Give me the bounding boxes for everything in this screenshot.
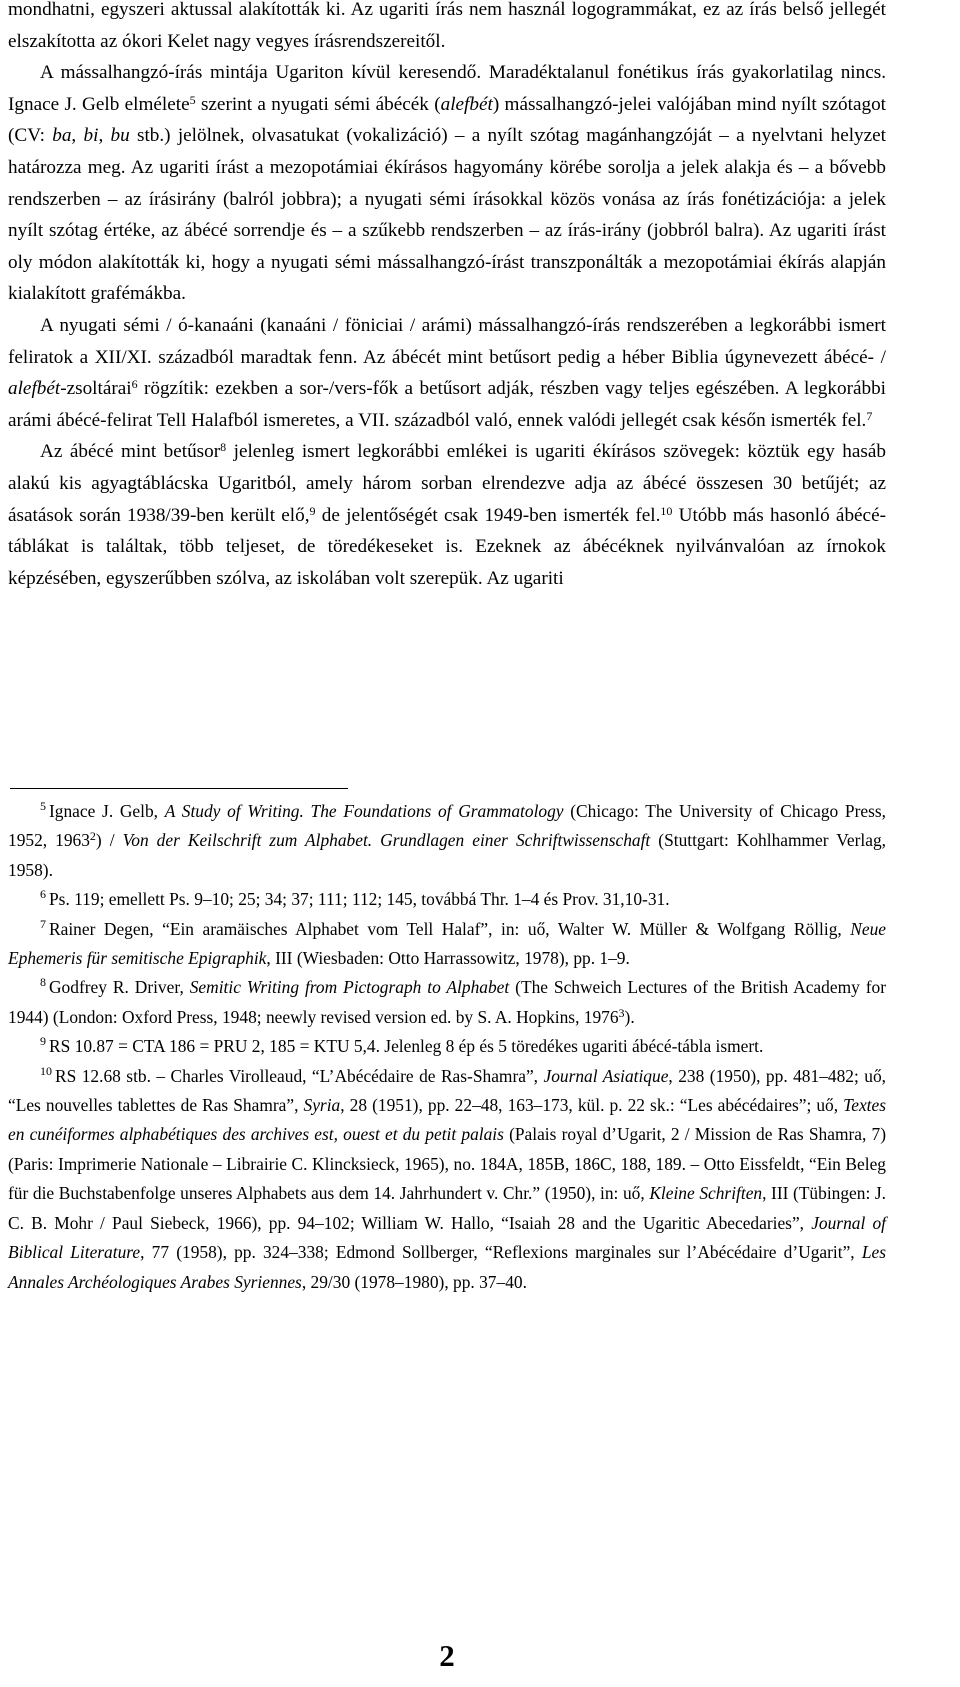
- footnotes: [8, 797, 886, 1297]
- footnote-reference: 8: [220, 440, 227, 455]
- italic-text: bi: [83, 125, 99, 147]
- footnote-separator: [10, 788, 348, 789]
- text-run: (Stuttgart: Kohlhammer Verlag, 1958).: [8, 830, 886, 880]
- italic-text: Von der Keilschrift zum Alphabet. Grundlagen einer Schriftwissenschaft: [122, 830, 651, 851]
- text-run: , 29/30 (1978–1980), pp. 37–40.: [301, 1271, 527, 1292]
- text-run: ,: [71, 125, 84, 147]
- text-run: A nyugati sémi / ó-kanaáni (kanaáni / föniciai / arámi) mássalhangzó-írás rendszerében a legkorábbi ismert feliratok a XII/XI. századból maradtak fenn. Az ábécét mint betűsort pedig a héber Biblia úgynevezett ábécé- /: [8, 314, 886, 368]
- text-run: jelenleg ismert legkorábbi emlékei is ugariti ékírásos szövegek: köztük egy hasáb alakú kis agyagtáblácska Ugaritból, amely három sorban elrendezve adja az ábécé összesen 30 betűjét; az ásatások során 1938/39-ben került elő,: [8, 441, 886, 526]
- text-run: Rainer Degen, “Ein aramäisches Alphabet vom Tell Halaf”, in: uő, Walter W. Müller & Wolfgang Röllig,: [49, 918, 851, 939]
- text-run: szerint a nyugati sémi ábécék (: [195, 93, 441, 115]
- text-run: ) mássalhangzó-jelei valójában mind nyílt szótagot (CV:: [8, 93, 886, 147]
- footnote-reference: 10: [660, 503, 673, 518]
- italic-text: Neue Ephemeris für semitische Epigraphik: [8, 918, 886, 969]
- italic-text: Textes en cunéiformes alphabétiques des archives est, ouest et du petit palais: [8, 1095, 887, 1145]
- italic-text: ba: [52, 125, 72, 147]
- text-run: -zsoltárai: [60, 378, 132, 400]
- italic-text: Semitic Writing from Pictograph to Alphabet: [189, 977, 510, 998]
- footnote-number: 7: [40, 916, 46, 931]
- footnote-reference: 3: [618, 1005, 625, 1020]
- italic-text: Journal Asiatique: [543, 1065, 669, 1086]
- footnote-reference: 7: [866, 408, 873, 423]
- footnote: [8, 973, 886, 1032]
- footnote-reference: 9: [309, 503, 316, 518]
- body-text: [8, 0, 886, 594]
- text-run: Ps. 119; emellett Ps. 9–10; 25; 34; 37; 111; 112; 145, továbbá Thr. 1–4 és Prov. 31,10-31.: [49, 889, 670, 910]
- italic-text: alefbét: [8, 378, 61, 400]
- footnote-reference: 5: [189, 92, 196, 107]
- text-run: , III (Tübingen: J. C. B. Mohr / Paul Siebeck, 1966), pp. 94–102; William W. Hallo, “Isaiah 28 and the Ugaritic Abecedaries”,: [8, 1183, 887, 1233]
- footnote: [8, 915, 886, 974]
- footnote-number: 6: [40, 887, 46, 902]
- footnote: [8, 1062, 886, 1297]
- text-run: ,: [98, 125, 111, 147]
- text-run: (Palais royal d’Ugarit, 2 / Mission de Ras Shamra, 7) (Paris: Imprimerie Nationale – Librairie C. Klincksieck, 1965), no. 184A, 185B, 186C, 188, 189. – Otto Eissfeldt, “Ein Beleg für die Buchstabenfolge unseres Alphabets aus dem 14. Jahrhundert v. Chr.” (1950), in: uő,: [8, 1124, 886, 1204]
- text-run: , III (Wiesbaden: Otto Harrassowitz, 1978), pp. 1–9.: [266, 948, 630, 969]
- text-run: stb.) jelölnek, olvasatukat (vokalizáció) – a nyílt szótag magánhangzóját – a nyelvtani helyzet határozza meg. Az ugariti írást a mezopotámiai ékírásos hagyomány körébe sorolja a jelek alakja és – a bővebb rendszerben – az írásirány (balról jobbra); a nyugati sémi írásokkal közös vonása az írás fonétizációja: a jelek nyílt szótag értéke, az ábécé sorrendje és – a szűkebb rendszerben – az írás-irány (jobbról balra). Az ugariti írást oly módon alakították ki, hogy a nyugati sémi mássalhangzó-írást transzponálták a mezopotámiai ékírás alapján kialakított grafémákba.: [8, 125, 887, 305]
- italic-text: Kleine Schriften: [649, 1183, 763, 1204]
- text-run: RS 10.87 = CTA 186 = PRU 2, 185 = KTU 5,4. Jelenleg 8 ép és 5 töredékes ugariti ábécé-tábla ismert.: [49, 1036, 764, 1057]
- footnote-number: 9: [40, 1034, 46, 1049]
- text-run: Utóbb más hasonló ábécé-táblákat is találtak, több teljeset, de töredékeseket is. Ezeknek az ábécéknek nyilvánvalóan az írnokok képzésében, egyszerűbben szólva, az iskolában volt szerepük. Az ugariti: [8, 504, 886, 589]
- text-run: rögzítik: ezekben a sor-/vers-fők a betűsort adják, részben vagy teljes egészében. A legkorábbi arámi ábécé-felirat Tell Halafból ismeretes, a VII. századból való, ennek valódi jellegét csak későn ismerték fel.: [8, 378, 886, 431]
- text-run: A mássalhangzó-írás mintája Ugariton kívül keresendő. Maradéktalanul fonétikus írás gyakorlatilag nincs. Ignace J. Gelb elmélete: [8, 62, 886, 115]
- footnote: [8, 1032, 886, 1061]
- text-run: RS 12.68 stb. – Charles Virolleaud, “L’Abécédaire de Ras-Shamra”,: [55, 1065, 544, 1086]
- footnote: [8, 885, 886, 914]
- italic-text: Les Annales Archéologiques Arabes Syriennes: [8, 1242, 887, 1292]
- italic-text: bu: [110, 125, 130, 147]
- text-run: mondhatni, egyszeri aktussal alakították ki. Az ugariti írás nem használ logogrammákat, ez az írás belső jellegét elszakította az ókori Kelet nagy vegyes írásrendszereitől.: [8, 0, 886, 52]
- italic-text: Journal of Biblical Literature: [8, 1212, 886, 1263]
- text-run: , 28 (1951), pp. 22–48, 163–173, kül. p. 22 sk.: “Les abécédaires”; uő,: [340, 1095, 844, 1116]
- footnote-number: 5: [40, 799, 46, 813]
- italic-text: A Study of Writing. The Foundations of Grammatology: [164, 801, 564, 821]
- text-run: (Chicago: The University of Chicago Press, 1952, 1963: [8, 801, 886, 851]
- text-run: ).: [624, 1006, 635, 1027]
- text-run: (The Schweich Lectures of the British Academy for 1944) (London: Oxford Press, 1948; neewly revised version ed. by S. A. Hopkins, 1976: [8, 977, 886, 1027]
- text-run: Ignace J. Gelb,: [49, 801, 165, 821]
- paragraph: [8, 310, 886, 436]
- text-run: , 238 (1950), pp. 481–482; uő, “Les nouvelles tablettes de Ras Shamra”,: [8, 1065, 887, 1116]
- italic-text: Syria: [303, 1095, 341, 1116]
- text-run: Az ábécé mint betűsor: [40, 441, 221, 463]
- footnote: [8, 797, 886, 885]
- text-run: , 77 (1958), pp. 324–338; Edmond Sollberger, “Reflexions marginales sur l’Abécédaire d’Ugarit”,: [140, 1242, 862, 1263]
- text-run: de jelentőségét csak 1949-ben ismerték fel.: [315, 504, 661, 526]
- text-run: Godfrey R. Driver,: [49, 977, 190, 998]
- paragraph: [8, 0, 886, 57]
- paragraph: [8, 436, 886, 594]
- footnote-number: 8: [40, 975, 46, 990]
- footnote-reference: 6: [131, 377, 138, 392]
- page-number: 2: [439, 1638, 455, 1673]
- italic-text: alefbét: [440, 93, 493, 115]
- footnote-reference: 2: [89, 829, 96, 844]
- paragraph: [8, 57, 886, 310]
- footnote-number: 10: [40, 1063, 52, 1078]
- text-run: ) /: [95, 830, 123, 851]
